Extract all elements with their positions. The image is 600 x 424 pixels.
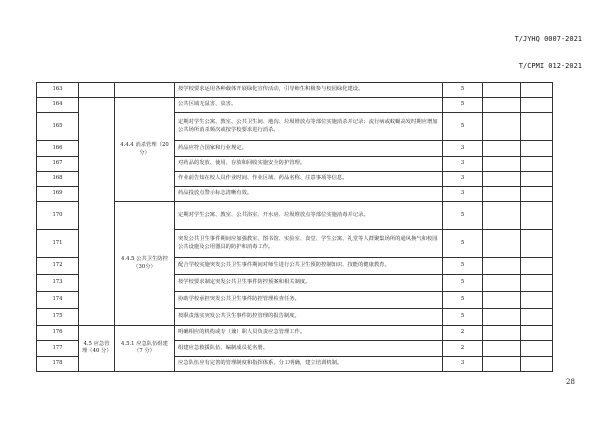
- blank-cell: [483, 113, 521, 141]
- score-cell: 2: [443, 326, 483, 341]
- evaluation-table: [36, 82, 553, 372]
- blank-cell: [521, 171, 553, 186]
- blank-cell: [483, 230, 521, 258]
- blank-cell: [521, 356, 553, 371]
- blank-cell: [483, 83, 521, 98]
- blank-cell: [521, 141, 553, 156]
- blank-cell: [483, 171, 521, 186]
- requirement-cell: 按职责落实突发公共卫生事件防控管理的报告制度。: [175, 309, 443, 326]
- blank-cell: [483, 341, 521, 356]
- table-row: [37, 83, 553, 98]
- category-emergency: 4.5 应急管理（40 分）: [79, 326, 115, 372]
- requirement-cell: 药品应符合国家和行业规定。: [175, 141, 443, 156]
- subcategory-cell: [115, 83, 175, 98]
- requirement-cell: 按学校要求制定突发公共卫生事件防控预案和相关制度。: [175, 275, 443, 292]
- row-number: 176: [37, 326, 79, 341]
- row-number: 166: [37, 141, 79, 156]
- row-number: 175: [37, 309, 79, 326]
- subcategory-disinfection: 4.4.4 消杀管理（20分）: [115, 98, 175, 202]
- score-cell: 5: [443, 98, 483, 113]
- score-cell: 5: [443, 202, 483, 230]
- blank-cell: [521, 113, 553, 141]
- blank-cell: [521, 275, 553, 292]
- requirement-cell: 应急队伍应有完善的管理制度和指挥体系，分工明确，建立培训机制。: [175, 356, 443, 371]
- requirement-cell: 按学校要求运用各种载体开展绿化宣传活动，引导师生积极参与校园绿化建设。: [175, 83, 443, 98]
- blank-cell: [483, 309, 521, 326]
- blank-cell: [483, 98, 521, 113]
- score-cell: 5: [443, 230, 483, 258]
- category-cell: [79, 83, 115, 98]
- standard-codes: [515, 36, 582, 70]
- subcategory-public-health: 4.4.5 公共卫生防控（30分）: [115, 202, 175, 326]
- requirement-cell: 组建应急救援队伍，编制成员花名册。: [175, 341, 443, 356]
- score-cell: 5: [443, 275, 483, 292]
- score-cell: 5: [443, 309, 483, 326]
- score-cell: 3: [443, 356, 483, 371]
- requirement-cell: 对药品的发放、使用、存放和回收实施安全防护管理。: [175, 156, 443, 171]
- row-number: 172: [37, 258, 79, 275]
- score-cell: 3: [443, 186, 483, 201]
- row-number: 163: [37, 83, 79, 98]
- blank-cell: [483, 292, 521, 309]
- requirement-cell: 协助学校承担突发公共卫生事件防控管理检查任务。: [175, 292, 443, 309]
- subcategory-emergency-team: 4.5.1 应急队伍组建（7 分）: [115, 326, 175, 372]
- requirement-cell: 定期对学生公寓、教室、公共卫生间、地沟、垃圾堆放点等部位实施消杀并记录；流行病或蚊蝇高发时期应增加公共场所消杀频次或按学校要求进行消杀。: [175, 113, 443, 141]
- standard-code-primary: T/JYHQ 0007-2021: [514, 35, 582, 43]
- score-cell: 3: [443, 171, 483, 186]
- row-number: 164: [37, 98, 79, 113]
- blank-cell: [483, 202, 521, 230]
- blank-cell: [521, 98, 553, 113]
- score-cell: 5: [443, 258, 483, 275]
- blank-cell: [521, 186, 553, 201]
- category-cell: [79, 98, 115, 326]
- score-cell: 5: [443, 113, 483, 141]
- blank-cell: [483, 186, 521, 201]
- score-cell: 2: [443, 341, 483, 356]
- blank-cell: [521, 292, 553, 309]
- row-number: 170: [37, 202, 79, 230]
- blank-cell: [483, 356, 521, 371]
- blank-cell: [521, 341, 553, 356]
- score-cell: 5: [443, 292, 483, 309]
- blank-cell: [521, 309, 553, 326]
- table-row: [37, 98, 553, 113]
- blank-cell: [521, 83, 553, 98]
- row-number: 169: [37, 186, 79, 201]
- standard-code-secondary: T/CPMI 012-2021: [518, 62, 582, 70]
- blank-cell: [483, 258, 521, 275]
- blank-cell: [521, 230, 553, 258]
- requirement-cell: 明确相应的机构或专（兼）职人员负责应急管理工作。: [175, 326, 443, 341]
- blank-cell: [521, 258, 553, 275]
- requirement-cell: 突发公共卫生事件期间应加强教室、图书馆、实验室、食堂、学生公寓、礼堂等人群聚集场所的通风换气和校园公共设施及公用器具的防护和消毒工作。: [175, 230, 443, 258]
- score-cell: 3: [443, 141, 483, 156]
- requirement-cell: 配合学校实施突发公共卫生事件期间对师生进行公共卫生预防控制知识、技能的健康教育。: [175, 258, 443, 275]
- table-row: [37, 326, 553, 341]
- requirement-cell: 药品投放点警示标志清晰有效。: [175, 186, 443, 201]
- blank-cell: [483, 156, 521, 171]
- row-number: 177: [37, 341, 79, 356]
- row-number: 167: [37, 156, 79, 171]
- score-cell: 5: [443, 83, 483, 98]
- row-number: 173: [37, 275, 79, 292]
- row-number: 171: [37, 230, 79, 258]
- requirement-cell: 定期对学生公寓、教室、公共浴室、开水房、垃圾堆放点等部位实施消毒并记录。: [175, 202, 443, 230]
- row-number: 168: [37, 171, 79, 186]
- blank-cell: [521, 326, 553, 341]
- score-cell: 3: [443, 156, 483, 171]
- blank-cell: [483, 326, 521, 341]
- blank-cell: [483, 275, 521, 292]
- page-number: 28: [566, 378, 575, 386]
- blank-cell: [521, 202, 553, 230]
- row-number: 174: [37, 292, 79, 309]
- requirement-cell: 作业前告知在校人员作业时间、作业区域、药品名称、注意事项等信息。: [175, 171, 443, 186]
- blank-cell: [521, 156, 553, 171]
- requirement-cell: 公共区域无鼠害、虫害。: [175, 98, 443, 113]
- table-row: [37, 202, 553, 230]
- row-number: 165: [37, 113, 79, 141]
- blank-cell: [483, 141, 521, 156]
- row-number: 178: [37, 356, 79, 371]
